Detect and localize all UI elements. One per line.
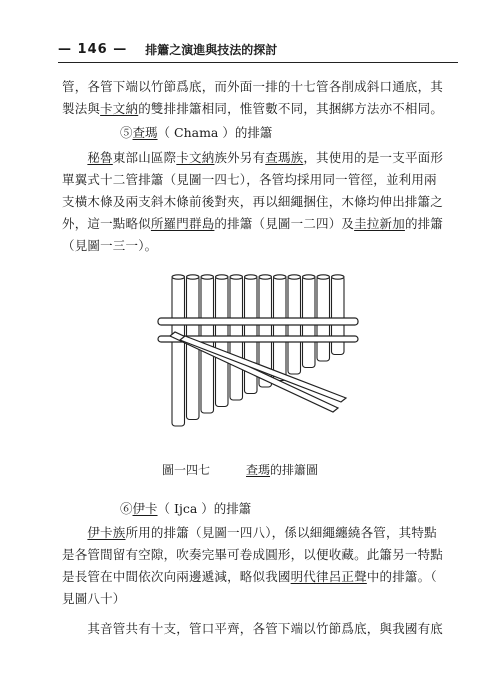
header-rule — [58, 62, 458, 63]
text-line: 見圖八十） — [62, 591, 126, 606]
text-line: 單翼式十二管排簫（見圖一四七），各管均採用同一管徑，並利用兩 — [62, 172, 437, 187]
pipe-mouth — [288, 275, 301, 279]
section-heading-5: ⑤查瑪（ Chama ）的排簫 — [120, 125, 273, 140]
pipe-mouth — [172, 275, 185, 279]
term-chama: 查瑪 — [132, 125, 158, 140]
pipe-mouth — [216, 275, 229, 279]
figure-caption: 圖一四七 查瑪的排簫圖 — [162, 463, 319, 477]
term-kawena: 卡文納 — [100, 101, 139, 116]
pipe — [332, 276, 345, 355]
paragraph-4 — [62, 618, 454, 640]
pipe-mouth — [201, 275, 214, 279]
panpipe-illustration — [150, 270, 370, 435]
text-line: 伊卡族所用的排簫（見圖一四八），係以細繩纏繞各管，其特點 — [87, 525, 437, 540]
term-ijca: 伊卡 — [132, 501, 158, 516]
section-heading-6: ⑥伊卡（ Ijca ）的排簫 — [120, 501, 252, 516]
pipe-mouth — [259, 275, 272, 279]
pipe-mouth — [187, 275, 200, 279]
paragraph-1 — [62, 76, 454, 120]
crossbar-upper — [158, 318, 358, 325]
text-line: 外，這一點略似所羅門群島的排簫（見圖一二四）及圭拉新加的排簫 — [62, 216, 444, 231]
pipe — [172, 276, 185, 426]
text-line: 秘魯東部山區際卡文納族外另有查瑪族，其使用的是一支平面形 — [87, 150, 444, 165]
text-line: 管，各管下端以竹節爲底，而外面一排的十七管各削成斜口通底，其 — [62, 79, 444, 94]
paragraph-3 — [62, 522, 454, 610]
text-line: 其音管共有十支，管口平齊，各管下端以竹節爲底，與我國有底 — [87, 621, 444, 636]
text-line: 是長管在中間依次向兩邊遞減，略似我國明代律呂正聲中的排簫。（ — [62, 569, 437, 584]
text-line: （見圖一三一）。 — [62, 238, 158, 253]
pipe-mouth — [317, 275, 330, 279]
pipe-mouth — [230, 275, 243, 279]
text-line: 支橫木條及兩支斜木條前後對夾，再以細繩捆住，木條均伸出排簫之 — [62, 194, 444, 209]
page-number: — 146 — — [58, 41, 128, 57]
running-title: 排簫之演進與技法的探討 — [145, 42, 278, 57]
pipe-mouth — [274, 275, 287, 279]
paragraph-2 — [62, 147, 454, 257]
pipe-mouth — [332, 275, 345, 279]
text-line: 製法與卡文納的雙排排簫相同，惟管數不同，其捆綁方法亦不相同。 — [62, 101, 444, 116]
pipe-mouth — [245, 275, 258, 279]
pipe — [274, 276, 287, 381]
text-line: 是各管間留有空隙，吹奏完畢可卷成圓形，以便收藏。此簫另一特點 — [62, 547, 444, 562]
running-header — [58, 40, 458, 58]
pipe-mouth — [303, 275, 316, 279]
